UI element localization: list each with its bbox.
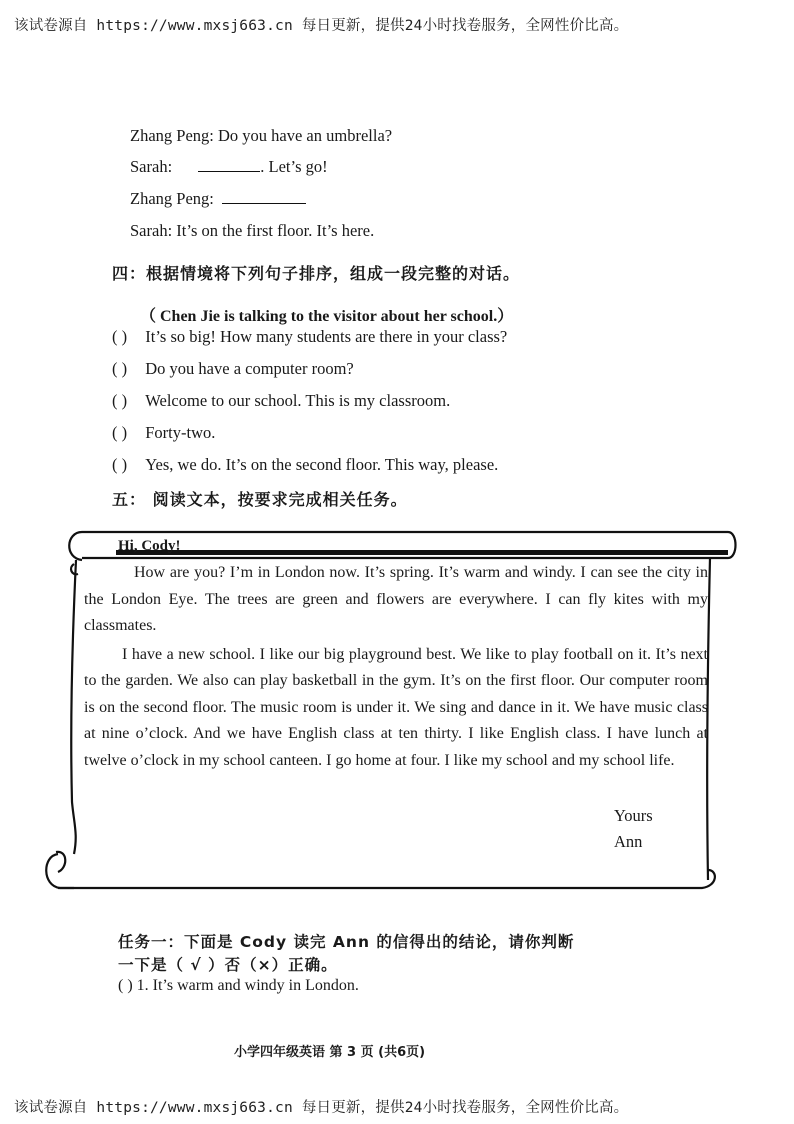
order-paren: ( ) <box>112 327 128 346</box>
letter-paragraph-1: How are you? I’m in London now. It’s spring. It’s warm and windy. I can see the city in the London Eye. The trees are green and flowers are everywhere. I can fly kites with my classmates. <box>84 564 708 634</box>
section-4-title: 四：根据情境将下列句子排序，组成一段完整的对话。 <box>112 264 521 283</box>
dialogue-line-4: Sarah: It’s on the first floor. It’s here. <box>130 221 375 240</box>
order-paren: ( ) <box>112 359 128 378</box>
letter-body <box>84 560 708 774</box>
order-item-text: Forty-two. <box>145 423 216 442</box>
order-item-text: Do you have a computer room? <box>145 359 354 378</box>
order-item-text: It’s so big! How many students are there in your class? <box>145 327 508 346</box>
section-4-context: （ Chen Jie is talking to the visitor about her school.） <box>140 308 514 325</box>
order-item <box>112 359 354 379</box>
order-item-text: Yes, we do. It’s on the second floor. This way, please. <box>145 455 499 474</box>
letter-signature: Ann <box>614 832 643 851</box>
order-item <box>112 423 215 443</box>
order-paren: ( ) <box>112 455 128 474</box>
dialogue-line-3 <box>130 189 306 209</box>
dialogue-line-1: Zhang Peng: Do you have an umbrella? <box>130 126 393 145</box>
speaker-zhang-peng: Zhang Peng: <box>130 189 214 208</box>
page-footer: 小学四年级英语 第 3 页 (共6页) <box>234 1045 426 1060</box>
section-5-title: 五： 阅读文本，按要求完成相关任务。 <box>112 490 408 509</box>
letter-greeting: Hi, Cody! <box>118 538 181 554</box>
top-banner: 该试卷源自 https://www.mxsj663.cn 每日更新，提供24小时找卷服务，全网性价比高。 <box>14 18 629 34</box>
bottom-banner: 该试卷源自 https://www.mxsj663.cn 每日更新，提供24小时找卷服务，全网性价比高。 <box>14 1100 629 1116</box>
order-paren: ( ) <box>112 391 128 410</box>
answer-blank-1 <box>198 157 260 172</box>
task-1-title-line-1: 任务一：下面是 Cody 读完 Ann 的信得出的结论，请你判断 <box>118 933 575 951</box>
task-1-item-1: ( ) 1. It’s warm and windy in London. <box>118 977 359 994</box>
dialogue-line-2-text: . Let’s go! <box>260 157 328 176</box>
letter-paragraph-2: I have a new school. I like our big playground best. We like to play football on it. It’s next to the garden. We also can play basketball in the gym. It’s on the first floor. Our computer room is on the second floor. The music room is under it. We sing and dance in it. We have music class at nine o’clock. And we have English class at ten thirty. I like English class. I have lunch at twelve o’clock in my school canteen. I go home at four. I like my school and my school life. <box>84 645 708 769</box>
order-item-text: Welcome to our school. This is my classroom. <box>145 391 451 410</box>
dialogue-line-2 <box>130 157 328 177</box>
order-item <box>112 455 498 475</box>
letter-closing: Yours <box>614 806 653 825</box>
order-paren: ( ) <box>112 423 128 442</box>
task-1-title-line-2: 一下是（ √ ）否（×）正确。 <box>118 956 338 974</box>
answer-blank-2 <box>222 189 306 204</box>
order-item <box>112 391 450 411</box>
order-item <box>112 327 507 347</box>
speaker-sarah: Sarah: <box>130 157 173 176</box>
